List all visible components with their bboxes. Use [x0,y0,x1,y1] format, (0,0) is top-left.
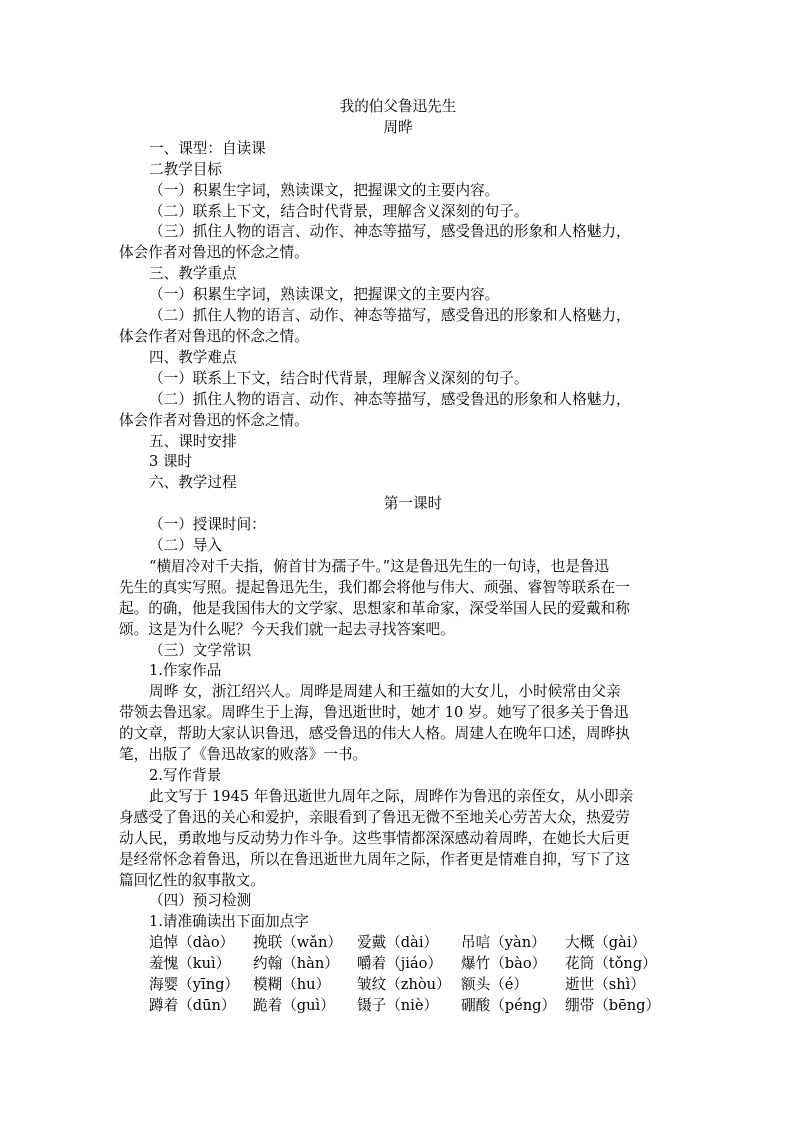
character-row [119,954,677,975]
preview-task: 1.请准确读出下面加点字 [149,913,309,931]
section-heading-goals: 二教学目标 [149,160,222,178]
lesson-title: 第一课时 [383,495,443,513]
difficulty-line: （二）抓住人物的语言、动作、神态等描写，感受鲁迅的形象和人格魅力， [149,390,631,408]
intro-line: 先生的真实写照。提起鲁迅先生，我们都会将他与伟大、顽强、睿智等联系在一 [119,578,630,596]
literature-heading: （三）文学常识 [149,641,252,659]
schedule-hours: 3 课时 [149,453,193,471]
character-row [119,996,677,1017]
focus-line: （一）积累生字词，熟读课文，把握课文的主要内容。 [149,286,500,304]
character-item: 跪着（guì） [253,996,335,1014]
intro-line: “横眉冷对千夫指，俯首甘为孺子牛。”这是鲁迅先生的一句诗，也是鲁迅 [149,557,610,575]
character-item: 追悼（dào） [149,934,235,952]
character-item: 硼酸（péng） [461,996,557,1014]
goal-line: （三）抓住人物的语言、动作、神态等描写，感受鲁迅的形象和人格魅力， [149,223,631,241]
goal-line: 体会作者对鲁迅的怀念之情。 [119,244,309,262]
section-heading-difficulty: 四、教学难点 [149,348,237,366]
section-heading-course-type: 一、课型：自读课 [149,139,266,157]
section-heading-focus: 三、教学重点 [149,265,237,283]
background-line: 此文写于 1945 年鲁迅逝世九周年之际，周晔作为鲁迅的亲侄女，从小即亲 [149,787,634,805]
focus-line: （二）抓住人物的语言、动作、神态等描写，感受鲁迅的形象和人格魅力， [149,307,631,325]
works-line: 笔，出版了《鲁迅故家的败落》一书。 [119,746,368,764]
character-item: 模糊（hu） [253,976,331,994]
background-line: 是经常怀念着鲁迅，所以在鲁迅逝世九周年之际，作者更是情难自抑，写下了这 [119,850,630,868]
character-item: 镊子（niè） [357,996,439,1014]
background-line: 动人民，勇敢地与反动势力作斗争。这些事情都深深感动着周晔，在她长大后更 [119,829,630,847]
character-item: 吊唁（yàn） [461,934,546,952]
preview-heading: （四）预习检测 [149,892,252,910]
character-item: 嚼着（jiáo） [357,955,443,973]
intro-line: 颂。这是为什么呢？今天我们就一起去寻找答案吧。 [119,620,455,638]
document-title: 我的伯父鲁迅先生 [339,98,457,115]
document-page [119,97,677,1017]
character-row [119,933,677,954]
character-item: 逝世（shì） [565,976,645,994]
works-line: 周晔 女，浙江绍兴人。周晔是周建人和王蕴如的大女儿，小时候常由父亲 [149,683,621,701]
character-item: 蹲着（dūn） [149,996,236,1014]
character-row [119,975,677,996]
character-item: 海婴（yīng） [149,976,240,994]
background-line: 身感受了鲁迅的关心和爱护，亲眼看到了鲁迅无微不至地关心劳苦大众，热爱劳 [119,808,630,826]
character-item: 大概（gài） [565,934,647,952]
section-heading-process: 六、教学过程 [149,474,237,492]
works-line: 带领去鲁迅家。周晔生于上海，鲁迅逝世时，她才 10 岁。她写了很多关于鲁迅 [119,704,629,722]
character-item: 约翰（hàn） [253,955,339,973]
works-heading: 1.作家作品 [149,662,222,680]
character-grid [119,933,677,1017]
difficulty-line: 体会作者对鲁迅的怀念之情。 [119,411,309,429]
character-item: 爱戴（dài） [357,934,439,952]
background-line: 篇回忆性的叙事散文。 [119,871,265,889]
intro-heading: （二）导入 [149,537,222,555]
section-heading-schedule: 五、课时安排 [149,432,237,450]
goal-line: （一）积累生字词，熟读课文，把握课文的主要内容。 [149,181,500,199]
difficulty-line: （一）联系上下文，结合时代背景，理解含义深刻的句子。 [149,369,529,387]
focus-line: 体会作者对鲁迅的怀念之情。 [119,327,309,345]
intro-line: 起。的确，他是我国伟大的文学家、思想家和革命家，深受举国人民的爱戴和称 [119,599,630,617]
character-item: 羞愧（kuì） [149,955,231,973]
document-author: 周晔 [383,118,413,136]
character-item: 花筒（tǒng） [565,955,657,973]
goal-line: （二）联系上下文，结合时代背景，理解含义深刻的句子。 [149,202,529,220]
background-heading: 2.写作背景 [149,767,222,784]
character-item: 挽联（wǎn） [253,934,342,952]
character-item: 额头（é） [461,976,529,994]
character-item: 绷带（bēng） [565,996,661,1014]
character-item: 皱纹（zhòu） [357,976,451,994]
character-item: 爆竹（bào） [461,955,547,973]
works-line: 的文章，帮助大家认识鲁迅，感受鲁迅的伟大人格。周建人在晚年口述，周晔执 [119,725,630,743]
teach-time: （一）授课时间： [149,516,266,534]
